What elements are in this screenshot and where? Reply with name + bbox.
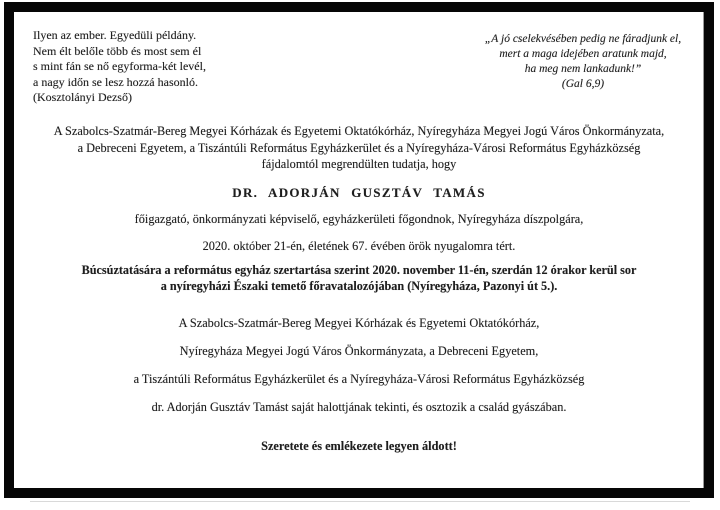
announcement-line: a Debreceni Egyetem, a Tiszántúli Református Egyházkerület és a Nyíregyháza-Városi Református Egyházközség xyxy=(77,140,641,155)
funeral-line: a nyíregyházi Északi temető főravatalozójában (Nyíregyháza, Pazonyi út 5.). xyxy=(160,278,558,293)
scripture-attribution: (Gal 6,9) xyxy=(561,78,605,90)
scripture-line: ha meg nem lankadunk!” xyxy=(524,63,642,75)
poem-attribution: (Kosztolányi Dezső) xyxy=(33,90,132,104)
mourning-organizations xyxy=(14,315,704,427)
mourner-line: a Tiszántúli Református Egyházkerület és a Nyíregyháza-Városi Református Egyházközség xyxy=(133,372,585,386)
obituary-frame xyxy=(4,2,714,498)
opening-poem-quote xyxy=(33,28,283,106)
scan-shadow xyxy=(30,501,690,502)
mourner-line: dr. Adorján Gusztáv Tamást saját halottjának tekinti, és osztozik a család gyászában. xyxy=(151,400,567,414)
announcement-paragraph xyxy=(14,123,704,173)
poem-line: Ilyen az ember. Egyedüli példány. xyxy=(33,28,197,42)
deceased-titles-line: főigazgató, önkormányzati képviselő, egyházkerületi főgondnok, Nyíregyháza díszpolgára, xyxy=(134,212,584,226)
deceased-name: DR. ADORJÁN GUSZTÁV TAMÁS xyxy=(232,185,486,200)
poem-line: s mint fán se nő egyforma-két levél, xyxy=(33,59,206,73)
poem-line: Nem élt belőle több és most sem él xyxy=(33,43,202,58)
funeral-details xyxy=(14,263,704,294)
scripture-line: „A jó cselekvésében pedig ne fáradjunk el, xyxy=(484,33,682,45)
obituary-content xyxy=(14,12,704,488)
poem-line: a nagy időn se lesz hozzá hasonló. xyxy=(33,74,198,89)
mourner-line: A Szabolcs-Szatmár-Bereg Megyei Kórházak és Egyetemi Oktatókórház, xyxy=(178,316,540,330)
scan-artifact-line xyxy=(703,12,704,488)
death-date-line: 2020. október 21-én, életének 67. évében örök nyugalomra tért. xyxy=(202,239,516,253)
blessing-line: Szeretete és emlékezete legyen áldott! xyxy=(261,439,457,453)
mourner-line: Nyíregyháza Megyei Jogú Város Önkormányzata, a Debreceni Egyetem, xyxy=(179,344,539,358)
announcement-line: A Szabolcs-Szatmár-Bereg Megyei Kórházak és Egyetemi Oktatókórház, Nyíregyháza Megyei Jogú Város Önkormányzata, xyxy=(53,124,665,138)
funeral-line: Búcsúztatására a református egyház szertartása szerint 2020. november 11-én, szerdán 12 órakor kerül sor xyxy=(81,263,637,277)
scripture-quote xyxy=(469,32,697,92)
scripture-line: mert a maga idejében aratunk majd, xyxy=(499,48,667,60)
announcement-line: fájdalomtól megrendülten tudatja, hogy xyxy=(261,157,457,171)
